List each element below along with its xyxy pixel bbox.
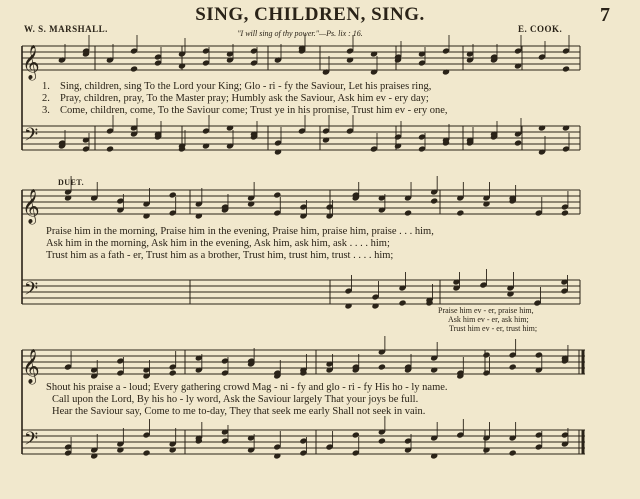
system1-bass-notehead <box>514 139 522 146</box>
system1-bass-notehead <box>562 124 570 131</box>
system3-bass-notehead <box>169 446 177 453</box>
verse-line-2: Pray, children, pray, To the Master pray; Humbly ask the Saviour, Ask him ev - ery day; <box>60 93 429 104</box>
system1-treble-notehead <box>442 68 450 75</box>
system2-treble-notehead <box>561 209 569 216</box>
system3-bass-clef: 𝄢 <box>24 429 39 454</box>
system3-bass-notehead <box>90 452 98 459</box>
refrain-line-2: Call upon the Lord, By his ho - ly word, Ask the Saviour largely That your joys be full. <box>52 394 419 405</box>
duet-line-2: Ask him in the morning, Ask him in the evening, Ask him, ask him, ask . . . . him; <box>46 238 390 249</box>
system2-treble-notehead <box>404 209 412 216</box>
system1-bass-notehead <box>538 124 546 131</box>
system3-treble-clef: 𝄞 <box>22 349 40 384</box>
system2-treble-notehead <box>482 200 490 207</box>
system2-bass-notehead <box>398 299 406 306</box>
system2-treble-notehead <box>195 212 203 219</box>
system3-bass-notehead <box>430 452 438 459</box>
scripture-epigraph: "I will sing of thy power."—Ps. lix : 16. <box>237 29 363 38</box>
system1-treble-notehead <box>514 62 522 69</box>
bass-line-2: Ask him ev - er, ask him; <box>448 315 529 324</box>
system2-bass-notehead <box>344 302 352 309</box>
system1-bass-notehead <box>202 142 210 149</box>
system2-bass-notehead <box>506 290 514 297</box>
verse-line-1: Sing, children, sing To the Lord your King; Glo - ri - fy the Saviour, Let his praises ring, <box>60 81 432 92</box>
system2-bass-clef: 𝄢 <box>24 279 39 304</box>
duet-line-1: Praise him in the morning, Praise him in the evening, Praise him, praise him, praise . . . him, <box>46 226 434 237</box>
verse-number-3: 3. <box>42 105 50 116</box>
system3-treble-notehead <box>509 363 517 370</box>
page-number: 7 <box>600 4 610 26</box>
system2-treble-notehead <box>64 194 72 201</box>
system1-treble-notehead <box>562 65 570 72</box>
system3-bass-notehead <box>482 446 490 453</box>
system3-bass-notehead <box>378 437 386 444</box>
duet-line-3: Trust him as a fath - er, Trust him as a brother, Trust him, trust him, trust . . . . him; <box>46 250 394 261</box>
refrain-line-3: Hear the Saviour say, Come to me to-day, They that seek me early Shall not seek in vain. <box>52 406 426 417</box>
author-credit: E. COOK. <box>518 24 563 34</box>
system2-treble-clef: 𝄞 <box>22 189 40 224</box>
system1-bass-notehead <box>274 148 282 155</box>
composer-credit: W. S. MARSHALL. <box>24 24 108 34</box>
system3-bass-notehead <box>273 452 281 459</box>
system1-bass-notehead <box>322 136 330 143</box>
system2-treble-notehead <box>430 197 438 204</box>
system3-treble-notehead <box>378 363 386 370</box>
system1-treble-clef: 𝄞 <box>22 45 40 80</box>
bass-line-3: Trust him ev - er, trust him; <box>449 324 538 333</box>
system3-treble-notehead <box>430 366 438 373</box>
system2-treble-notehead <box>142 212 150 219</box>
hymn-title: SING, CHILDREN, SING. <box>195 4 425 25</box>
verse-number-2: 2. <box>42 93 50 104</box>
system3-bass-notehead <box>142 449 150 456</box>
verse-line-3: Come, children, come, To the Saviour come; Trust ye in his promise, Trust him ev - ery one, <box>60 105 448 116</box>
system3-bass-notehead <box>116 446 124 453</box>
refrain-line-1: Shout his praise a - loud; Every gathering crowd Mag - ni - fy and glo - ri - fy His ho - ly name. <box>46 382 448 393</box>
system1-treble-notehead <box>178 62 186 69</box>
system1-treble-notehead <box>130 65 138 72</box>
system3-treble-notehead <box>169 369 177 376</box>
system2-treble-notehead <box>456 209 464 216</box>
system1-treble-notehead <box>346 56 354 63</box>
system1-bass-clef: 𝄢 <box>24 125 39 150</box>
verse-number-1: 1. <box>42 81 50 92</box>
system1-bass-notehead <box>106 145 114 152</box>
system3-bass-notehead <box>509 449 517 456</box>
system2-bass-notehead <box>371 302 379 309</box>
system1-bass-notehead <box>394 142 402 149</box>
duet-label: DUET. <box>58 178 85 187</box>
bass-line-1: Praise him ev - er, praise him, <box>438 306 534 315</box>
system2-treble-notehead <box>247 200 255 207</box>
